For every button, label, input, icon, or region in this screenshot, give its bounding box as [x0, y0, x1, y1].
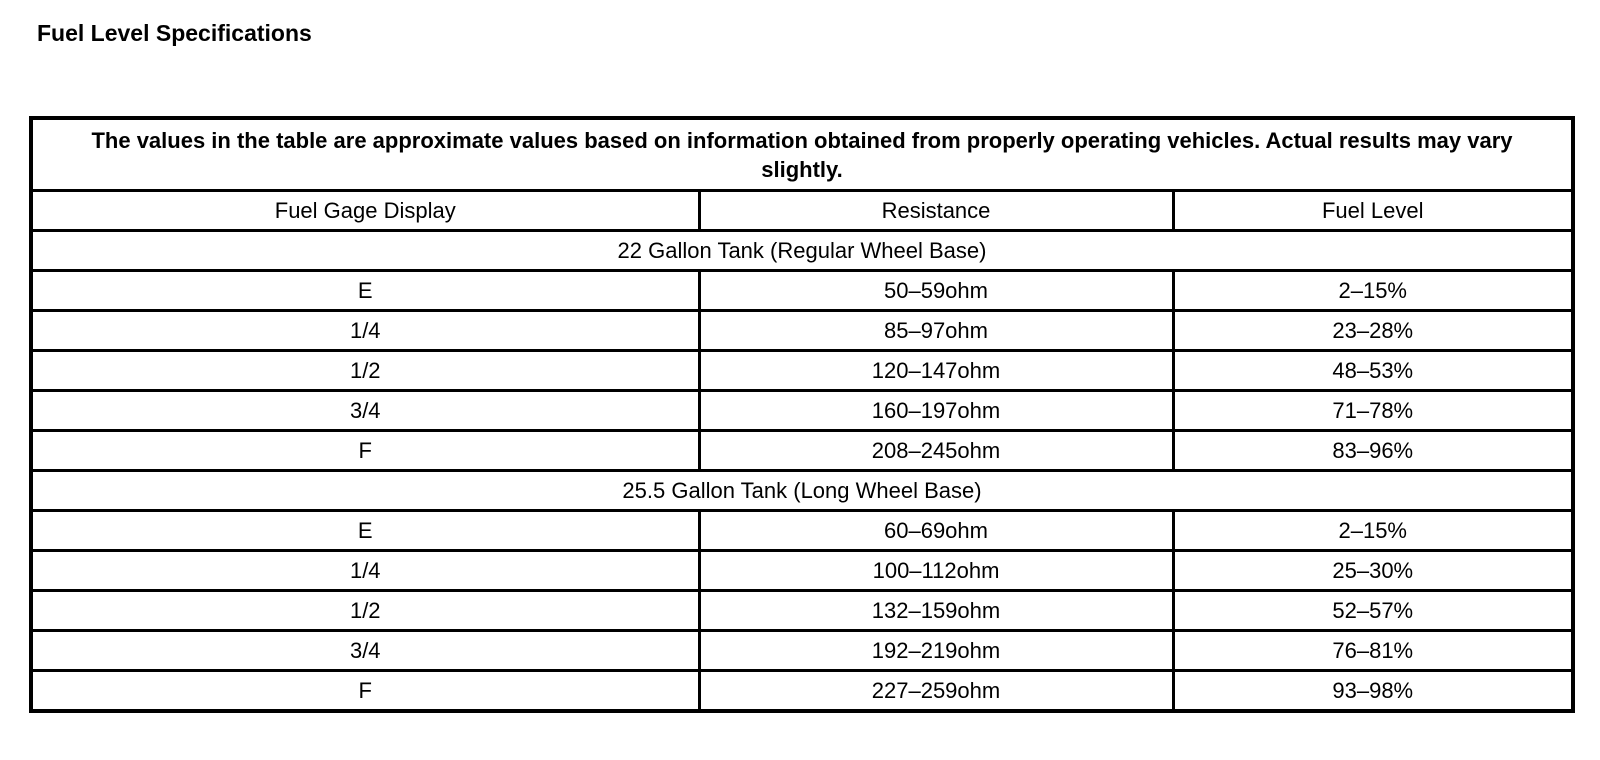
cell-fuel-level: 23–28% [1173, 311, 1573, 351]
table-note: The values in the table are approximate values based on information obtained from properly operating vehicles. Actual results may vary slightly. [31, 118, 1573, 191]
table-row [31, 431, 1573, 471]
cell-fuel-level: 93–98% [1173, 671, 1573, 712]
note-row [31, 118, 1573, 191]
cell-fuel-level: 25–30% [1173, 551, 1573, 591]
cell-fuel-level: 76–81% [1173, 631, 1573, 671]
cell-resistance: 160–197ohm [699, 391, 1173, 431]
group-title: 22 Gallon Tank (Regular Wheel Base) [31, 231, 1573, 271]
header-row [31, 191, 1573, 231]
table-row [31, 511, 1573, 551]
table-row [31, 551, 1573, 591]
cell-fuel-level: 83–96% [1173, 431, 1573, 471]
cell-fuel-level: 52–57% [1173, 591, 1573, 631]
cell-fuel-level: 71–78% [1173, 391, 1573, 431]
column-header-fuel-gage-display: Fuel Gage Display [31, 191, 699, 231]
cell-resistance: 192–219ohm [699, 631, 1173, 671]
column-header-resistance: Resistance [699, 191, 1173, 231]
table-row [31, 351, 1573, 391]
table-row [31, 391, 1573, 431]
cell-fuel-gage-display: E [31, 511, 699, 551]
cell-resistance: 50–59ohm [699, 271, 1173, 311]
fuel-level-spec-table [29, 116, 1575, 713]
group-row-25-5-gallon [31, 471, 1573, 511]
cell-resistance: 227–259ohm [699, 671, 1173, 712]
cell-resistance: 132–159ohm [699, 591, 1173, 631]
cell-fuel-gage-display: 3/4 [31, 391, 699, 431]
table-row [31, 311, 1573, 351]
cell-resistance: 208–245ohm [699, 431, 1173, 471]
table-row [31, 591, 1573, 631]
cell-resistance: 120–147ohm [699, 351, 1173, 391]
group-title: 25.5 Gallon Tank (Long Wheel Base) [31, 471, 1573, 511]
cell-fuel-level: 2–15% [1173, 271, 1573, 311]
column-header-fuel-level: Fuel Level [1173, 191, 1573, 231]
cell-resistance: 60–69ohm [699, 511, 1173, 551]
cell-resistance: 100–112ohm [699, 551, 1173, 591]
table-row [31, 671, 1573, 712]
cell-fuel-gage-display: F [31, 431, 699, 471]
cell-fuel-gage-display: 1/2 [31, 591, 699, 631]
cell-fuel-gage-display: 3/4 [31, 631, 699, 671]
page-title: Fuel Level Specifications [37, 20, 312, 46]
cell-fuel-level: 48–53% [1173, 351, 1573, 391]
cell-fuel-gage-display: F [31, 671, 699, 712]
table-row [31, 631, 1573, 671]
cell-fuel-gage-display: 1/4 [31, 551, 699, 591]
group-row-22-gallon [31, 231, 1573, 271]
cell-fuel-level: 2–15% [1173, 511, 1573, 551]
table-row [31, 271, 1573, 311]
cell-fuel-gage-display: 1/4 [31, 311, 699, 351]
cell-fuel-gage-display: E [31, 271, 699, 311]
cell-fuel-gage-display: 1/2 [31, 351, 699, 391]
cell-resistance: 85–97ohm [699, 311, 1173, 351]
